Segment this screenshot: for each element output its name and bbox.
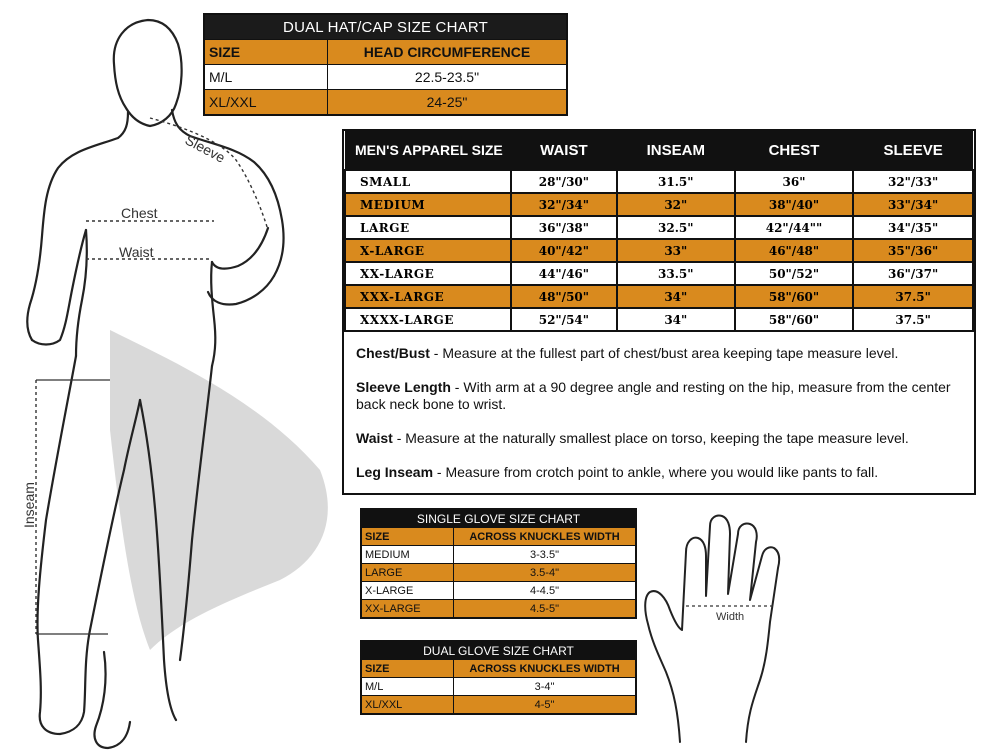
inseam-cell: 34" [617,308,735,331]
glove-width-cell: 3-3.5" [454,546,637,564]
definition-chest [356,345,966,362]
definition-sleeve [356,379,966,413]
waist-cell: 36"/38" [511,216,617,239]
dual-glove-chart-title: DUAL GLOVE SIZE CHART [361,641,636,660]
waist-cell: 44"/46" [511,262,617,285]
hat-header-circumference: HEAD CIRCUMFERENCE [328,40,568,65]
single-glove-size-chart [360,508,637,619]
hat-header-size: SIZE [204,40,328,65]
table-row [361,600,636,619]
apparel-header-inseam: INSEAM [617,131,735,170]
definition-waist [356,430,966,447]
size-cell: LARGE [345,216,511,239]
glove-width-cell: 3.5-4" [454,564,637,582]
glove-header-width: ACROSS KNUCKLES WIDTH [454,660,637,678]
chest-cell: 36" [735,170,853,193]
chest-label: Chest [121,205,158,221]
hat-circumference-cell: 22.5-23.5" [328,65,568,90]
size-cell: SMALL [345,170,511,193]
sleeve-cell: 33"/34" [853,193,973,216]
waist-cell: 28"/30" [511,170,617,193]
measurement-definitions [356,345,966,498]
glove-size-cell: MEDIUM [361,546,454,564]
hat-chart-title: DUAL HAT/CAP SIZE CHART [204,14,567,40]
table-row [345,285,973,308]
hand-outline-icon [640,512,790,748]
inseam-cell: 33.5" [617,262,735,285]
glove-header-width: ACROSS KNUCKLES WIDTH [454,528,637,546]
table-row [361,678,636,696]
sleeve-cell: 34"/35" [853,216,973,239]
hat-size-chart [203,13,568,116]
chest-cell: 38"/40" [735,193,853,216]
hat-size-cell: M/L [204,65,328,90]
table-row [204,90,567,116]
apparel-header-waist: WAIST [511,131,617,170]
definition-text: - Measure at the fullest part of chest/bust area keeping tape measure level. [429,345,899,361]
sleeve-cell: 37.5" [853,285,973,308]
inseam-cell: 33" [617,239,735,262]
hat-size-cell: XL/XXL [204,90,328,116]
inseam-cell: 32.5" [617,216,735,239]
size-cell: XXXX-LARGE [345,308,511,331]
table-row [204,65,567,90]
glove-header-size: SIZE [361,660,454,678]
size-cell: XX-LARGE [345,262,511,285]
definition-term: Leg Inseam [356,464,434,480]
definition-inseam [356,464,966,481]
table-row [345,193,973,216]
table-row [345,262,973,285]
definition-term: Waist [356,430,393,446]
waist-cell: 32"/34" [511,193,617,216]
definition-term: Chest/Bust [356,345,430,361]
apparel-header-sleeve: SLEEVE [853,131,973,170]
size-cell: MEDIUM [345,193,511,216]
definition-text: - Measure at the naturally smallest place on torso, keeping the tape measure level. [392,430,909,446]
sleeve-label: Sleeve [182,131,228,166]
table-row [345,308,973,331]
glove-width-cell: 4.5-5" [454,600,637,619]
definition-text: - With arm at a 90 degree angle and resting on the hip, measure from the center back neck bone to wrist. [356,379,951,412]
glove-width-cell: 4-5" [454,696,637,715]
chest-cell: 42"/44"" [735,216,853,239]
table-row [361,546,636,564]
definition-text: - Measure from crotch point to ankle, where you would like pants to fall. [433,464,879,480]
table-row [361,582,636,600]
sleeve-cell: 35"/36" [853,239,973,262]
waist-label: Waist [119,244,154,260]
glove-size-cell: M/L [361,678,454,696]
glove-size-cell: XL/XXL [361,696,454,715]
apparel-size-chart [344,131,974,332]
definition-term: Sleeve Length [356,379,451,395]
size-cell: XXX-LARGE [345,285,511,308]
glove-size-cell: X-LARGE [361,582,454,600]
chest-cell: 50"/52" [735,262,853,285]
glove-size-cell: LARGE [361,564,454,582]
size-cell: X-LARGE [345,239,511,262]
chest-cell: 58"/60" [735,308,853,331]
hand-illustration [640,512,790,748]
inseam-cell: 34" [617,285,735,308]
sleeve-cell: 32"/33" [853,170,973,193]
single-glove-chart-title: SINGLE GLOVE SIZE CHART [361,509,636,528]
inseam-label: Inseam [21,482,37,528]
hat-circumference-cell: 24-25" [328,90,568,116]
chest-cell: 46"/48" [735,239,853,262]
glove-size-cell: XX-LARGE [361,600,454,619]
waist-cell: 48"/50" [511,285,617,308]
waist-cell: 52"/54" [511,308,617,331]
table-row [345,239,973,262]
apparel-header-chest: CHEST [735,131,853,170]
table-row [361,564,636,582]
table-row [345,216,973,239]
glove-header-size: SIZE [361,528,454,546]
glove-width-cell: 3-4" [454,678,637,696]
apparel-size-panel [342,129,976,495]
apparel-header-row [345,131,973,170]
waist-cell: 40"/42" [511,239,617,262]
dual-glove-size-chart [360,640,637,715]
chest-cell: 58"/60" [735,285,853,308]
table-row [345,170,973,193]
width-label: Width [716,611,745,623]
table-row [361,696,636,715]
apparel-header-size: MEN'S APPAREL SIZE [345,131,511,170]
sleeve-cell: 36"/37" [853,262,973,285]
glove-width-cell: 4-4.5" [454,582,637,600]
sleeve-cell: 37.5" [853,308,973,331]
inseam-cell: 31.5" [617,170,735,193]
inseam-cell: 32" [617,193,735,216]
